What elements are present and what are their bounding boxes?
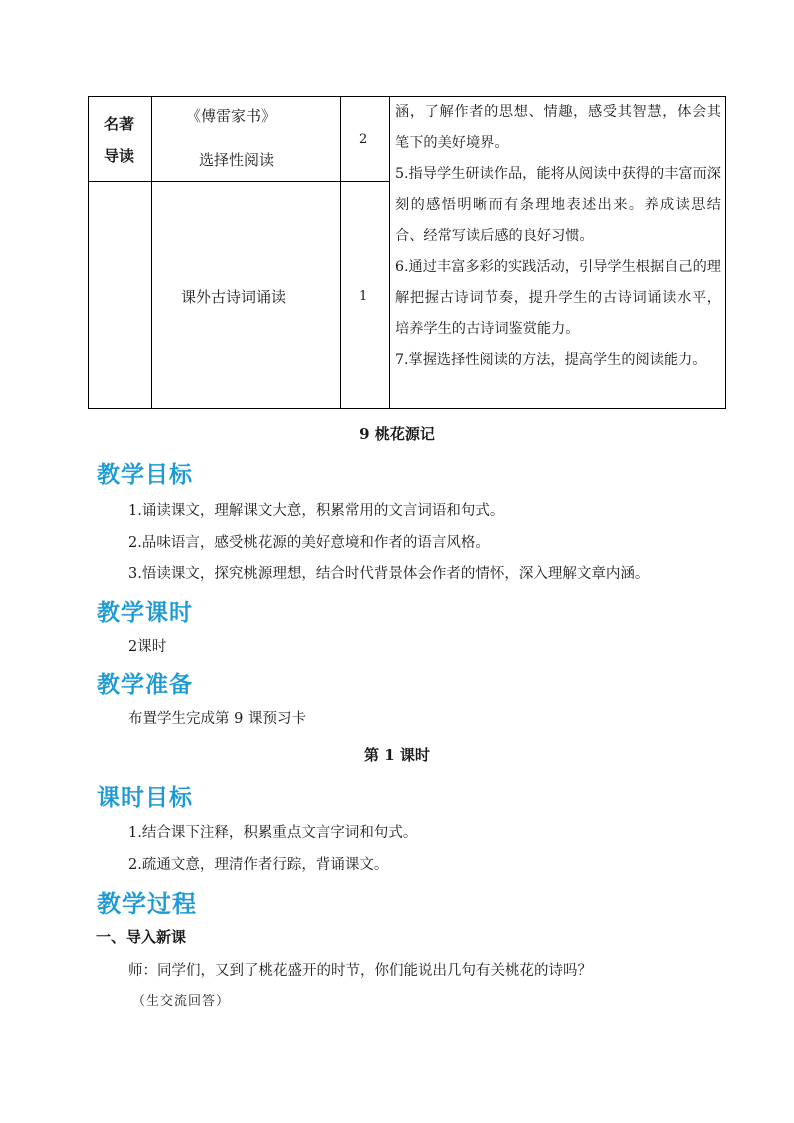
goal-item-6: 6.通过丰富多彩的实践活动，引导学生根据自己的理解把握古诗词节奏，提升学生的古诗词诵读水平，培养学生的古诗词鉴赏能力。 xyxy=(395,259,721,337)
period-title: 第 1 课时 xyxy=(364,746,430,764)
teaching-process-heading: 教学过程 xyxy=(97,890,197,918)
table-divider xyxy=(340,97,341,408)
student-note: （生交流回答） xyxy=(132,994,231,1009)
table-divider xyxy=(151,97,152,408)
row-label-line1: 名著 xyxy=(104,115,135,133)
teaching-hours-text: 2课时 xyxy=(128,639,167,655)
teaching-hours-heading: 教学课时 xyxy=(97,600,193,626)
step-title: 一、导入新课 xyxy=(96,928,187,946)
table-divider xyxy=(89,181,389,182)
period-goal-item: 1.结合课下注释，积累重点文言字词和句式。 xyxy=(128,825,418,841)
teacher-line: 师：同学们，又到了桃花盛开的时节，你们能说出几句有关桃花的诗吗？ xyxy=(128,963,592,979)
teaching-prep-text: 布置学生完成第 9 课预习卡 xyxy=(128,711,306,727)
period-goal-item: 2.疏通文意，理清作者行踪，背诵课文。 xyxy=(128,857,389,873)
goal-item-5: 5.指导学生研读作品，能将从阅读中获得的丰富而深刻的感悟明晰而有条理地表述出来。养成读思结合、经常写读后感的良好习惯。 xyxy=(395,166,721,244)
reading-type: 选择性阅读 xyxy=(199,151,275,169)
lesson-title: 9 桃花源记 xyxy=(359,425,435,443)
teaching-goals-heading: 教学目标 xyxy=(97,462,193,488)
poetry-title: 课外古诗词诵读 xyxy=(181,288,287,306)
goal-text-continued: 涵，了解作者的思想、情趣，感受其智慧，体会其笔下的美好境界。 xyxy=(395,104,721,151)
teaching-prep-heading: 教学准备 xyxy=(97,672,193,698)
teaching-goal-item: 2.品味语言，感受桃花源的美好意境和作者的语言风格。 xyxy=(128,535,490,551)
table-divider xyxy=(389,97,390,408)
goal-item-7: 7.掌握选择性阅读的方法，提高学生的阅读能力。 xyxy=(395,352,707,368)
book-title: 《傅雷家书》 xyxy=(186,107,277,125)
row-label-line2: 导读 xyxy=(104,147,135,165)
period-goals-heading: 课时目标 xyxy=(97,785,193,811)
teaching-goal-item: 1.诵读课文，理解课文大意，积累常用的文言词语和句式。 xyxy=(128,503,505,519)
teaching-goal-item: 3.悟读课文，探究桃源理想，结合时代背景体会作者的情怀，深入理解文章内涵。 xyxy=(128,566,650,582)
row2-hours: 1 xyxy=(359,289,368,304)
row1-hours: 2 xyxy=(359,132,368,147)
